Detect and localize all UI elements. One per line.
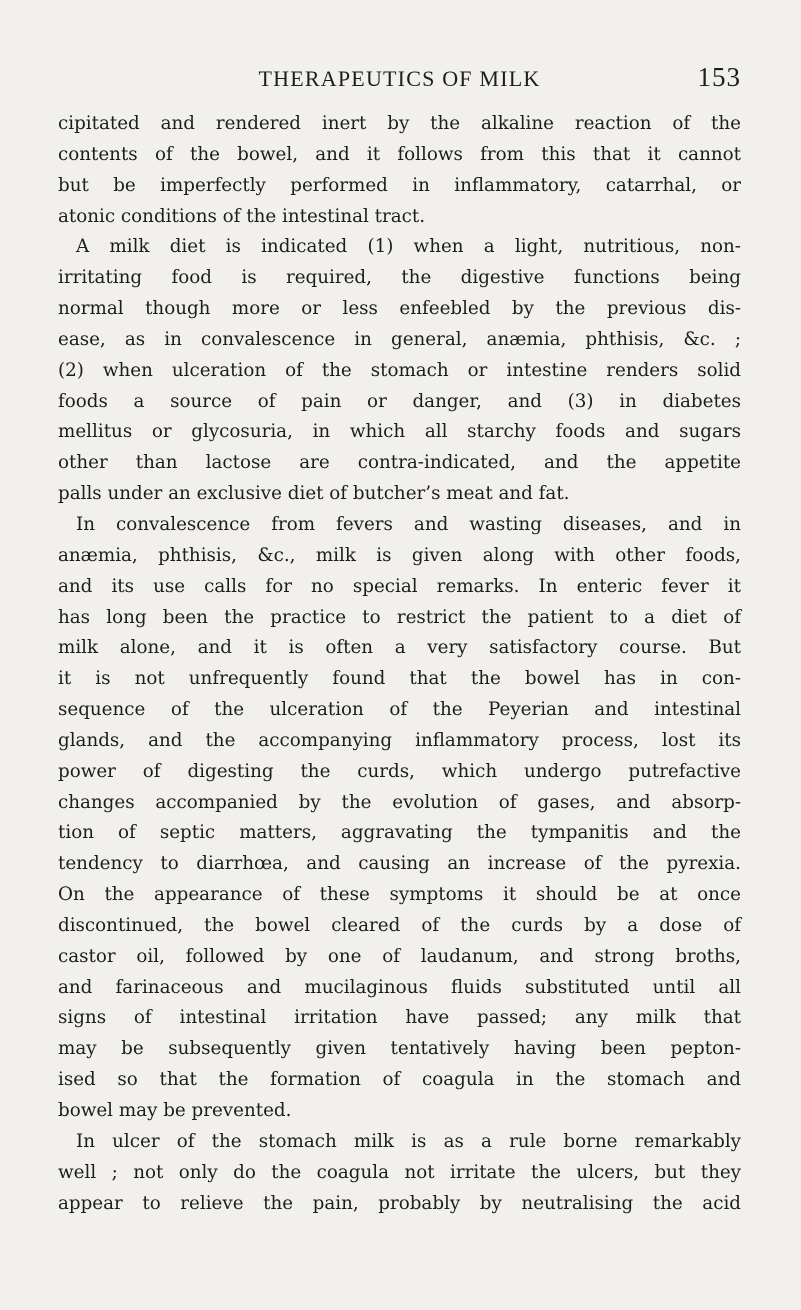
text-line: irritating food is required, the digestive functions being (58, 267, 741, 289)
text-line: tion of septic matters, aggravating the tympanitis and the (58, 822, 741, 844)
text-line: bowel may be prevented. (58, 1100, 292, 1121)
page-header (58, 62, 741, 102)
text-line: has long been the practice to restrict the patient to a diet of (58, 606, 741, 628)
text-line: mellitus or glycosuria, in which all starchy foods and sugars (58, 421, 741, 443)
text-line: foods a source of pain or danger, and (3) in diabetes (58, 390, 741, 412)
text-line: it is not unfrequently found that the bowel has in con- (58, 668, 741, 690)
text-line: power of digesting the curds, which undergo putrefactive (58, 760, 741, 782)
text-line: glands, and the accompanying inflammatory process, lost its (58, 729, 741, 751)
paragraph-start-line: A milk diet is indicated (1) when a light, nutritious, non- (76, 236, 741, 258)
text-line: and its use calls for no special remarks. In enteric fever it (58, 575, 741, 597)
text-line: and farinaceous and mucilaginous fluids substituted until all (58, 976, 741, 998)
body-text (58, 109, 741, 1219)
text-line: signs of intestinal irritation have passed; any milk that (58, 1007, 741, 1029)
text-line: ised so that the formation of coagula in the stomach and (58, 1069, 741, 1091)
text-line: tendency to diarrhœa, and causing an increase of the pyrexia. (58, 853, 741, 875)
text-line: castor oil, followed by one of laudanum, and strong broths, (58, 945, 741, 967)
text-line: milk alone, and it is often a very satisfactory course. But (58, 637, 741, 659)
text-line: other than lactose are contra-indicated, and the appetite (58, 452, 741, 474)
text-line: discontinued, the bowel cleared of the curds by a dose of (58, 914, 741, 936)
text-line: sequence of the ulceration of the Peyerian and intestinal (58, 699, 741, 721)
paragraph-start-line: In ulcer of the stomach milk is as a rule borne remarkably (76, 1130, 741, 1152)
text-line: atonic conditions of the intestinal tract. (58, 205, 426, 227)
page-number: 153 (697, 62, 741, 92)
text-line: may be subsequently given tentatively having been pepton- (58, 1038, 741, 1060)
text-line: normal though more or less enfeebled by the previous dis- (58, 298, 741, 320)
running-title: THERAPEUTICS OF MILK (258, 66, 541, 91)
text-line: ease, as in convalescence in general, anæmia, phthisis, &c. ; (58, 328, 741, 350)
text-line: anæmia, phthisis, &c., milk is given along with other foods, (58, 544, 741, 566)
text-line: appear to relieve the pain, probably by neutralising the acid (58, 1192, 741, 1214)
text-line: palls under an exclusive diet of butcher’s meat and fat. (58, 483, 570, 505)
text-line: changes accompanied by the evolution of gases, and absorp- (58, 791, 741, 813)
text-line: (2) when ulceration of the stomach or intestine renders solid (58, 359, 741, 381)
text-line: On the appearance of these symptoms it should be at once (58, 884, 741, 906)
text-line: cipitated and rendered inert by the alkaline reaction of the (58, 113, 741, 134)
paragraph-start-line: In convalescence from fevers and wasting diseases, and in (76, 513, 741, 535)
text-line: but be imperfectly performed in inflammatory, catarrhal, or (58, 174, 741, 196)
text-line: well ; not only do the coagula not irritate the ulcers, but they (58, 1161, 741, 1183)
text-line: contents of the bowel, and it follows from this that it cannot (58, 143, 741, 165)
